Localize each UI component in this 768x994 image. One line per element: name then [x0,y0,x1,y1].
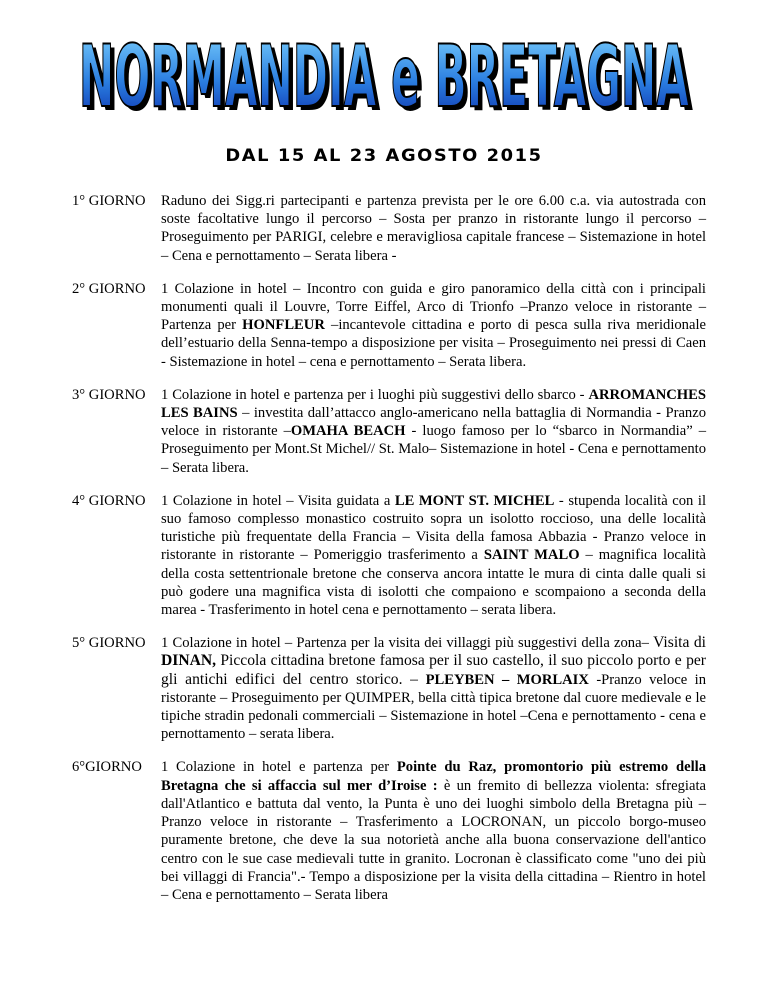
highlighted-place: DINAN, [161,652,217,670]
description-text: Piccola cittadina bretone famosa per il suo castello, il suo piccolo porto e per gli antichi edifici del centro storico. – [161,652,706,688]
day-entry [72,634,706,743]
day-label: 6°GIORNO [72,759,142,776]
date-range: DAL 15 AL 23 AGOSTO 2015 [225,146,543,166]
highlighted-place: Pointe du Raz, promontorio più estremo della Bretagna che si affaccia sul mer d’Iroise : [161,759,706,794]
description-text: – magnifica località della costa settentrionale bretone che conserva ancora intatte le mura di cinta dalle quali si può godere una magnifica vista di isolotti che compaiono e scompaiono a seconda della marea - Trasferimento in hotel cena e pernottamento – serata libera. [161,547,706,619]
wordart-title [54,28,714,120]
description-text: Raduno dei Sigg.ri partecipanti e partenza prevista per le ore 6.00 c.a. via autostrada con soste facoltative lungo il percorso – Sosta per pranzo in ristorante lungo il percorso – Proseguimento per PARIGI, celebre e meravigliosa capitale francese – Sistemazione in hotel – Cena e pernottamento – Serata libera - [161,193,706,264]
description-text: - stupenda località con il suo famoso complesso monastico costruito sopra un isolotto roccioso, una delle località turistiche più frequentate della Francia – Visita della famosa Abbazia - Pranzo veloce in ristorante in ristorante – Pomeriggio trasferimento a [161,492,707,564]
itinerary [72,192,706,919]
day-description [161,758,706,904]
title-banner [0,28,768,120]
highlighted-place: SAINT MALO [483,547,580,564]
day-description [161,280,706,371]
title-text: NORMANDIA e BRETAGNA [79,28,690,120]
highlighted-place: OMAHA BEACH [290,423,406,440]
day-description [161,192,706,265]
description-text: 1 Colazione in hotel – Incontro con guida e giro panoramico della città con i principali monumenti quali il Louvre, Torre Eiffel, Arco di Trionfo –Pranzo veloce in ristorante – Partenza per [161,280,706,334]
day-label: 2° GIORNO [72,280,146,297]
description-text: 1 Colazione in hotel – Partenza per la visita dei villaggi più suggestivi della zona– [161,635,654,652]
highlighted-place: PLEYBEN – MORLAIX [425,671,589,688]
highlighted-place: LE MONT ST. MICHEL [394,492,555,509]
highlighted-place: ARROMANCHES LES BAINS [161,386,706,422]
day-entry [72,492,706,619]
description-text: -Pranzo veloce in ristorante – Proseguimento per QUIMPER, bella città tipica bretone dal cuore medievale e le tipiche stradin pedonali commerciali – Sistemazione in hotel –Cena e pernottamento - cena e pernottamento – serata libera. [161,671,706,743]
description-text: –incantevole cittadina e porto di pesca sulla riva meridionale dell’estuario della Senna-tempo a disposizione per visita – Proseguimento nei pressi di Caen - Sistemazione in hotel – cena e pernottamento – Serata libera. [161,317,706,370]
day-label: 3° GIORNO [72,386,146,403]
description-text: - luogo famoso per lo “sbarco in Normandia” – Proseguimento per Mont.St Michel// St. Malo– Sistemazione in hotel - Cena e pernottamento – Serata libera. [161,423,706,476]
day-label: 5° GIORNO [72,635,146,652]
description-text: 1 Colazione in hotel e partenza per i luoghi più suggestivi dello sbarco - [161,386,589,403]
day-description [161,634,706,743]
day-description [161,386,706,477]
day-entry [72,192,706,265]
day-description [161,492,706,619]
description-text: è un fremito di bellezza violenta: sfregiata dall'Atlantico e battuta dal vento, la Punta è uno dei luoghi simbolo della Bretagna più – Pranzo veloce in ristorante – Trasferimento a LOCRONAN, un piccolo borgo-museo puramente bretone, che deve la sua notorietà anche alla buona conservazione dell'antico centro con le sue case medievali tutte in granito. Locronan è classificato come "uno dei più bei villaggi di Francia".- Tempo a disposizione per la visita della cittadina – Rientro in hotel – Cena e pernottamento – Serata libera [161,777,706,903]
description-text: 1 Colazione in hotel e partenza per [161,759,397,776]
day-entry [72,386,706,477]
description-text: 1 Colazione in hotel – Visita guidata a [161,492,395,509]
day-entry [72,280,706,371]
day-entry [72,758,706,904]
day-label: 4° GIORNO [72,492,146,509]
title-shadow: NORMANDIA e BRETAGNA [83,31,694,120]
highlighted-place: HONFLEUR [242,317,325,334]
day-label: 1° GIORNO [72,193,146,209]
description-text: – investita dall’attacco anglo-americano nella battaglia di Normandia - Pranzo veloce in ristorante – [161,405,706,440]
description-text: Visita di [653,634,707,652]
